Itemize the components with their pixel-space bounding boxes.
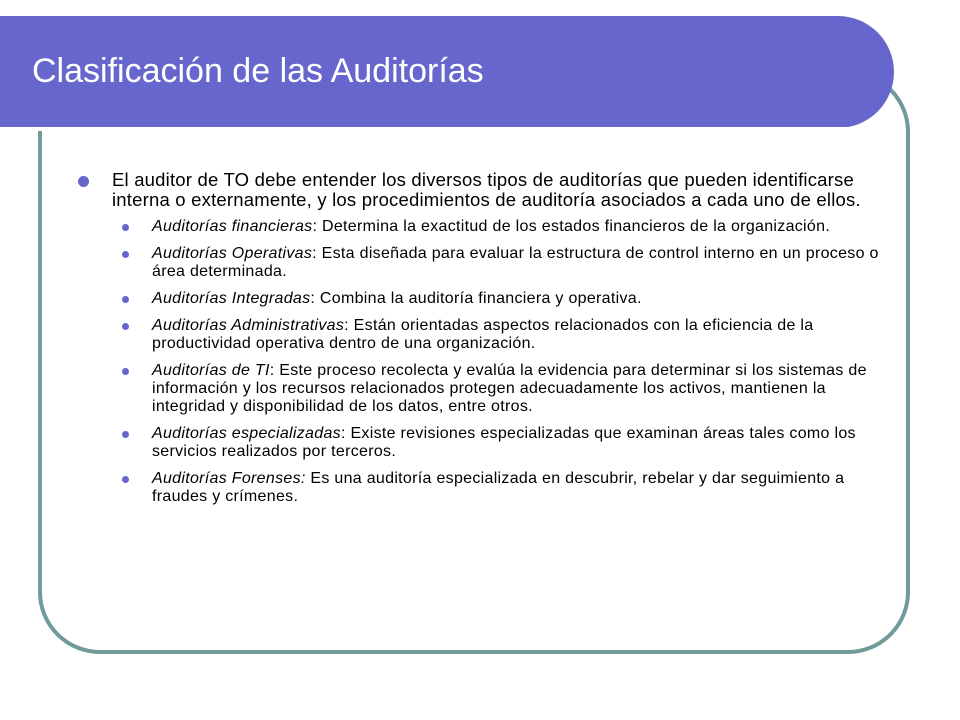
- bullet-dot-icon: [122, 224, 129, 231]
- audit-type-description: Están orientadas aspectos relacionados con la eficiencia de la productividad operativa dentro de una organización.: [152, 317, 814, 352]
- sub-bullet-item: [122, 317, 892, 353]
- audit-type-term: Auditorías Forenses:: [152, 470, 306, 487]
- bullet-dot-icon: [122, 296, 129, 303]
- bullet-dot-icon: [122, 323, 129, 330]
- audit-type-description: Esta diseñada para evaluar la estructura de control interno en un proceso o área determinada.: [152, 245, 879, 280]
- bullet-dot-icon: [122, 476, 129, 483]
- term-separator: :: [344, 317, 354, 334]
- term-separator: :: [340, 425, 351, 442]
- slide-title: Clasificación de las Auditorías: [32, 52, 484, 90]
- audit-type-description: Determina la exactitud de los estados financieros de la organización.: [321, 218, 831, 235]
- audit-type-term: Auditorías Operativas: [152, 245, 313, 262]
- bullet-dot-icon: [78, 176, 89, 187]
- sub-bullet-item: [122, 218, 892, 236]
- audit-type-description: Es una auditoría especializada en descubrir, rebelar y dar seguimiento a fraudes y crímenes.: [152, 470, 845, 505]
- sub-bullet-item: [122, 245, 892, 281]
- main-bullet-item: [76, 170, 896, 210]
- sub-bullet-item: [122, 470, 892, 506]
- audit-type-term: Auditorías Integradas: [152, 290, 311, 307]
- bullet-dot-icon: [122, 251, 129, 258]
- sub-bullet-item: [122, 362, 892, 416]
- term-separator: :: [269, 362, 280, 379]
- title-underline: [0, 127, 848, 131]
- term-separator: :: [312, 218, 322, 235]
- bullet-dot-icon: [122, 368, 129, 375]
- term-separator: :: [312, 245, 322, 262]
- audit-type-term: Auditorías de TI: [152, 362, 270, 379]
- sub-bullet-item: [122, 290, 892, 308]
- sub-bullet-list: [122, 218, 896, 506]
- audit-type-description: Existe revisiones especializadas que examinan áreas tales como los servicios realizados por terceros.: [152, 425, 856, 460]
- slide-content: [76, 170, 896, 515]
- term-separator: :: [310, 290, 320, 307]
- audit-type-description: Este proceso recolecta y evalúa la evidencia para determinar si los sistemas de información y los recursos relacionados protegen adecuadamente los activos, mantienen la integridad y disponibilidad de los datos, entre otros.: [152, 362, 867, 415]
- sub-bullet-item: [122, 425, 892, 461]
- audit-type-term: Auditorías financieras: [152, 218, 313, 235]
- audit-type-term: Auditorías especializadas: [152, 425, 341, 442]
- audit-type-description: Combina la auditoría financiera y operativa.: [319, 290, 642, 307]
- bullet-dot-icon: [122, 431, 129, 438]
- audit-type-term: Auditorías Administrativas: [152, 317, 345, 334]
- main-bullet-text: El auditor de TO debe entender los diversos tipos de auditorías que pueden identificarse interna o externamente, y los procedimientos de auditoría asociados a cada uno de ellos.: [112, 169, 861, 210]
